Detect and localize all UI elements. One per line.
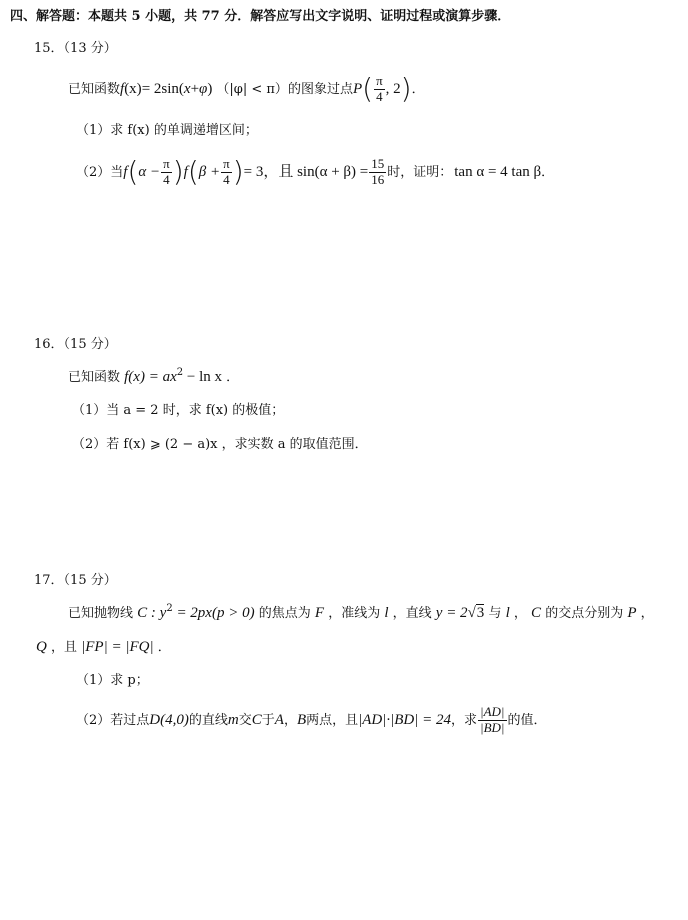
problem-17-stem-line1: 已知抛物线 C : $y^2 = 2px(p > 0)$ 的焦点为 F ，准线为 l ，直线 y = 2√3 与 l ， C 的交点分别为 P ， — [68, 603, 654, 621]
problem-15-number: 15．（13 分） — [34, 41, 117, 56]
problem-17-part1: （1）求 p； — [76, 673, 149, 688]
problem-16-number: 16．（15 分） — [34, 337, 117, 352]
problem-16-part2: （2）若 f(x) ⩾ (2 − a)x ，求实数 a 的取值范围． — [72, 437, 368, 452]
problem-16-stem: 已知函数 $f(x) = ax^2 - \ln x$ ． — [68, 367, 240, 385]
section-header: 四、解答题：本题共 5 小题，共 77 分．解答应写出文字说明、证明过程或演算步骤． — [10, 9, 511, 24]
problem-17-stem-line2: Q ，且 |FP| = |FQ| ． — [36, 639, 171, 655]
problem-16-part1: （1）当 a = 2 时，求 f(x) 的极值； — [72, 403, 285, 418]
problem-17-part2: （2）若过点 D(4,0) 的直线 m 交 C 于 A ， B 两点，且 |AD|·|BD| = 24 ，求 $\frac{|AD|}{|BD|}$ 的值． — [76, 703, 547, 735]
problem-17-number: 17．（15 分） — [34, 573, 117, 588]
problem-15-part2: （2）当 f ( α − $\frac{\pi}{4}$ ) f ( β + $\frac{\pi}{4}$ ) = 3，且 sin(α + β) = $\frac{15}{16}$ 时，证明： tan α = 4 tan β ． — [76, 155, 555, 188]
problem-15-stem: 已知函数 f (x) = 2sin( x + φ ) （|φ| < π） 的图象过点 P ( $\frac{\pi}{4}$ , 2 ) ． — [68, 72, 425, 105]
problem-15-part1: （1）求 f(x) 的单调递增区间； — [76, 123, 258, 138]
